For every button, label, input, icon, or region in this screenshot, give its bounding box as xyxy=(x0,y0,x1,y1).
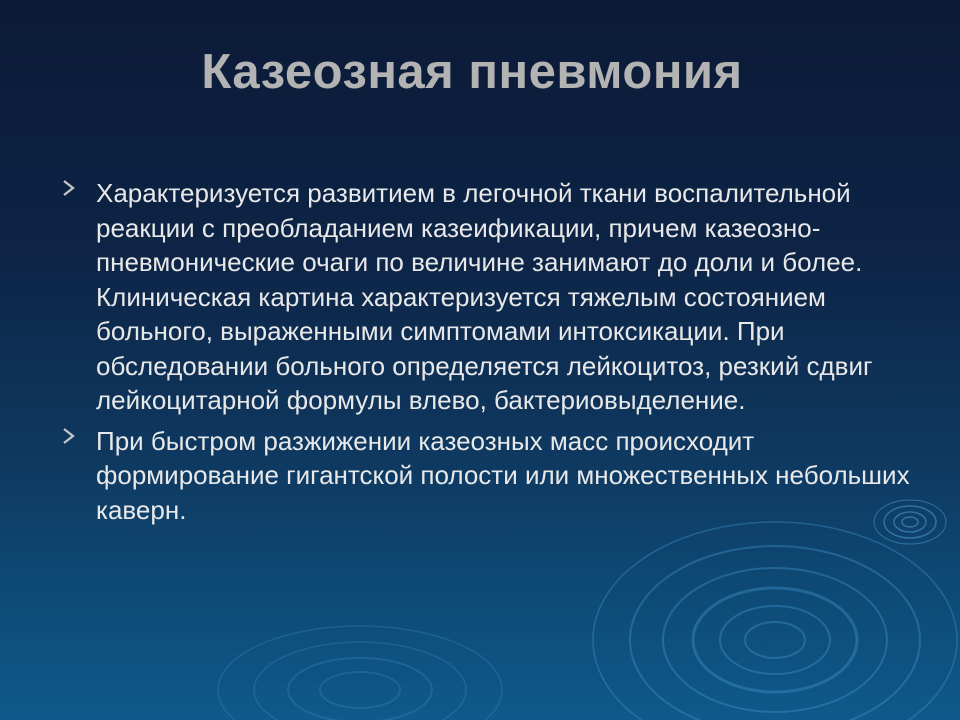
bullet-text: При быстром разжижении казеозных масс происходит формирование гигантской полости или множественных небольших каверн. xyxy=(96,425,910,525)
bullet-item xyxy=(58,176,918,418)
bullet-item xyxy=(58,424,918,528)
bullet-text: Характеризуется развитием в легочной ткани воспалительной реакции с преобладанием казеификации, причем казеозно-пневмонические очаги по величине занимают до доли и более. Клиническая картина характеризуется тяжелым состоянием больного, выраженными симптомами интоксикации. При обследовании больного определяется лейкоцитоз, резкий сдвиг лейкоцитарной формулы влево, бактериовыделение. xyxy=(96,178,873,415)
chevron-right-icon xyxy=(58,178,78,198)
chevron-right-icon xyxy=(58,426,78,446)
bullet-list xyxy=(58,176,918,533)
slide-title: Казеозная пневмония xyxy=(201,45,743,99)
